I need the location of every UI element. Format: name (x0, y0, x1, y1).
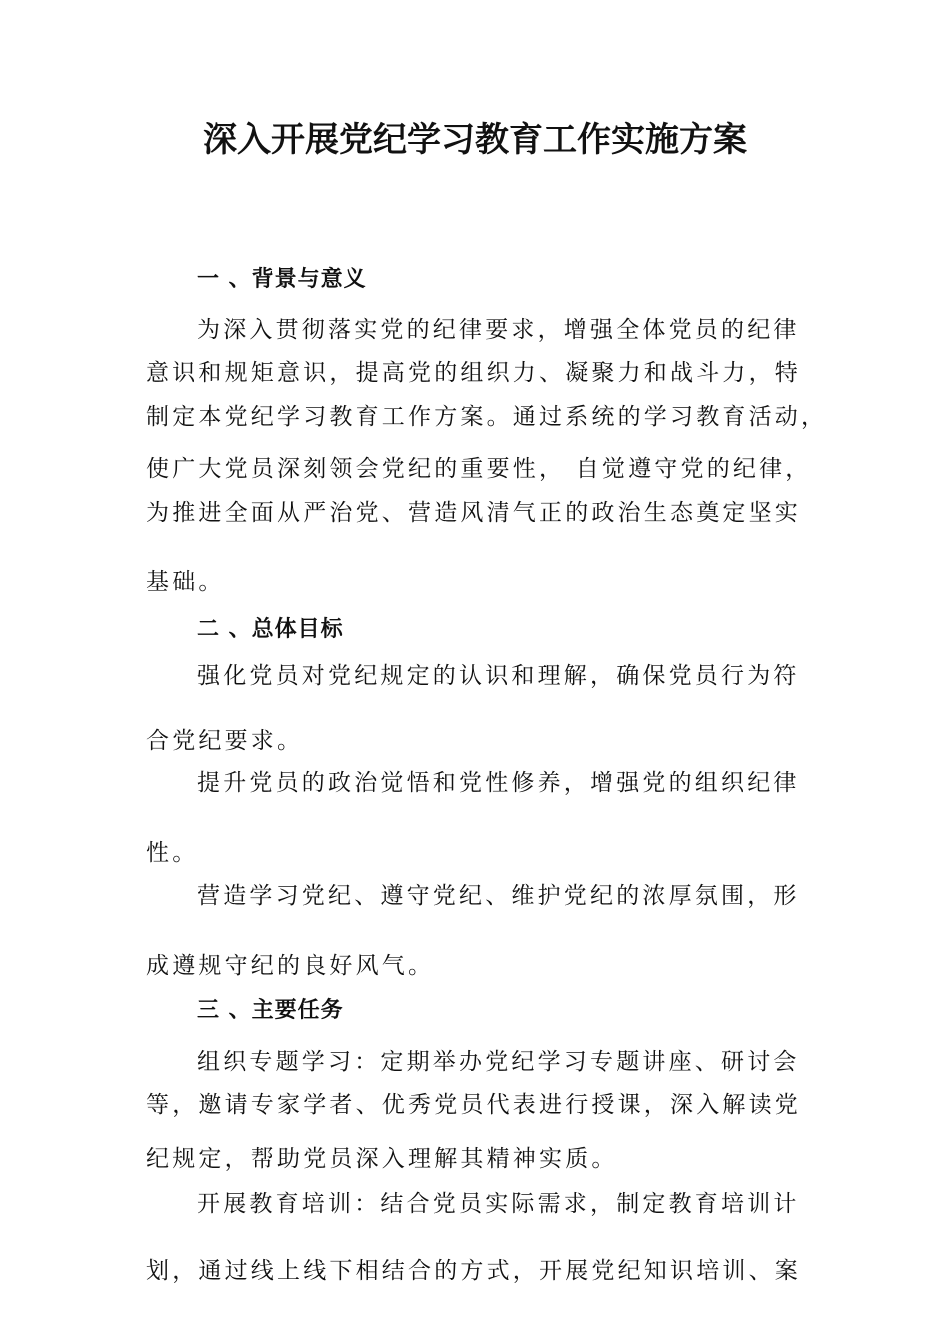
paragraph-line: 性。 (146, 840, 199, 866)
section-heading: 三 、主要任务 (197, 998, 344, 1023)
section-heading: 二 、总体目标 (197, 617, 344, 642)
paragraph-line: 基础。 (146, 569, 225, 595)
paragraph-line: 等，邀请专家学者、优秀党员代表进行授课，深入解读党 (146, 1092, 801, 1118)
paragraph-line: 成遵规守纪的良好风气。 (146, 953, 435, 979)
paragraph-line: 营造学习党纪、遵守党纪、维护党纪的浓厚氛围，形 (197, 883, 800, 909)
paragraph-line: 开展教育培训：结合党员实际需求，制定教育培训计 (197, 1191, 800, 1217)
paragraph-line: 纪规定，帮助党员深入理解其精神实质。 (146, 1146, 618, 1172)
document-title: 深入开展党纪学习教育工作实施方案 (203, 120, 747, 160)
section-heading: 一 、背景与意义 (197, 267, 367, 292)
paragraph-line: 为推进全面从严治党、营造风清气正的政治生态奠定坚实 (146, 500, 801, 526)
paragraph-line: 合党纪要求。 (146, 728, 304, 754)
paragraph-line: 划，通过线上线下相结合的方式，开展党纪知识培训、案 (146, 1258, 801, 1284)
paragraph-line: 意识和规矩意识，提高党的组织力、凝聚力和战斗力，特 (146, 360, 801, 386)
paragraph-line: 为深入贯彻落实党的纪律要求，增强全体党员的纪律 (197, 317, 800, 343)
paragraph-line: 强化党员对党纪规定的认识和理解，确保党员行为符 (197, 663, 800, 689)
paragraph-line: 使广大党员深刻领会党纪的重要性， 自觉遵守党的纪律， (146, 456, 812, 482)
paragraph-line: 提升党员的政治觉悟和党性修养，增强党的组织纪律 (197, 770, 800, 796)
paragraph-line: 组织专题学习：定期举办党纪学习专题讲座、研讨会 (197, 1049, 800, 1075)
paragraph-line: 制定本党纪学习教育工作方案。通过系统的学习教育活动， (146, 404, 828, 430)
